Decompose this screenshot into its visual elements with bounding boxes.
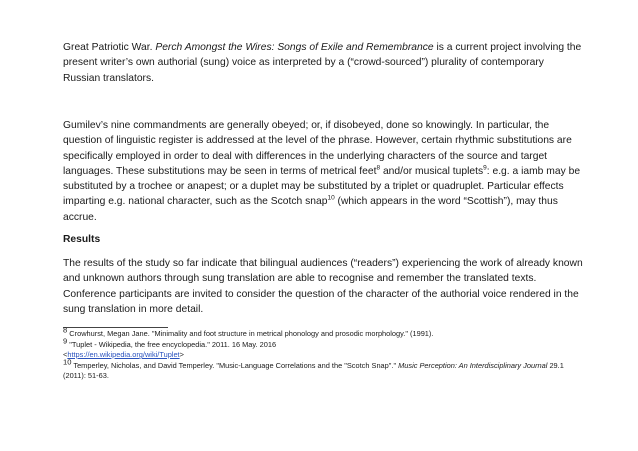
footnote-8 [63,325,583,340]
paragraph-commandments [63,118,583,225]
paragraph-results: The results of the study so far indicate that bilingual audiences (“readers”) experiencing the work of already known and unknown authors through sung translation are able to recognise and remember the translated texts. Conference participants are invited to consider the question of the character of the authorial voice rendered in the sung translation in more detail. [63,258,583,315]
project-title: Perch Amongst the Wires: Songs of Exile and Remembrance [155,42,434,53]
footnote-text: > [179,350,184,359]
footnote-number: 10 [63,357,72,367]
footnote-ref-8[interactable]: 8 [376,164,381,172]
paragraph-text: is a current project involving the present writer’s own authorial (sung) voice as interpreted by a (“crowd-sourced”) plurality of contemporary Russian translators. [63,42,582,84]
paragraph-text: (which appears in the word “Scottish”), may thus accrue. [63,196,558,223]
paragraph-intro [63,40,583,86]
paragraph-text: Great Patriotic War. [63,42,156,53]
footnote-9 [63,336,583,361]
footnote-text: 29.1 (2011): 51-63. [63,360,564,380]
paragraph-text: Gumilev’s nine commandments are generally obeyed; or, if disobeyed, done so knowingly. In particular, the question of linguistic register is addressed at the level of the phrase. However, certain rhythmic substitutions are specifically employed in order to deal with differences in the underlying characters of the source and target languages. These substitutions may be seen in terms of metrical feet [63,120,572,177]
journal-title: Music Perception: An Interdisciplinary Journal [398,360,548,370]
paragraph-text: : e.g. a iamb may be substituted by a trochee or anapest; or a duplet may be substituted by a triplet or quadruplet. Particular effects imparting e.g. national character, such as the Scotch snap [63,165,581,208]
footnote-ref-9[interactable]: 9 [483,164,487,172]
tuplet-wiki-link[interactable]: https://en.wikipedia.org/wiki/Tuplet [67,350,180,359]
paragraph-text: and/or musical tuplets [380,165,484,177]
footnotes [63,325,583,382]
footnote-divider [63,327,168,328]
footnote-text: < [63,350,68,359]
footnote-text: "Tuplet - Wikipedia, the free encyclopedia." 2011. 16 May. 2016 [67,339,277,349]
footnote-number: 9 [63,336,68,346]
footnote-10 [63,357,583,382]
section-heading-results: Results [63,234,101,245]
footnote-ref-10[interactable]: 10 [327,195,335,203]
footnote-text: Temperley, Nicholas, and David Temperley. "Music-Language Correlations and the "Scotch Snap"." [71,360,399,370]
footnote-number: 8 [63,325,68,335]
footnote-text: Crowhurst, Megan Jane. "Minimality and foot structure in metrical phonology and prosodic morphology." (1991). [67,329,434,338]
